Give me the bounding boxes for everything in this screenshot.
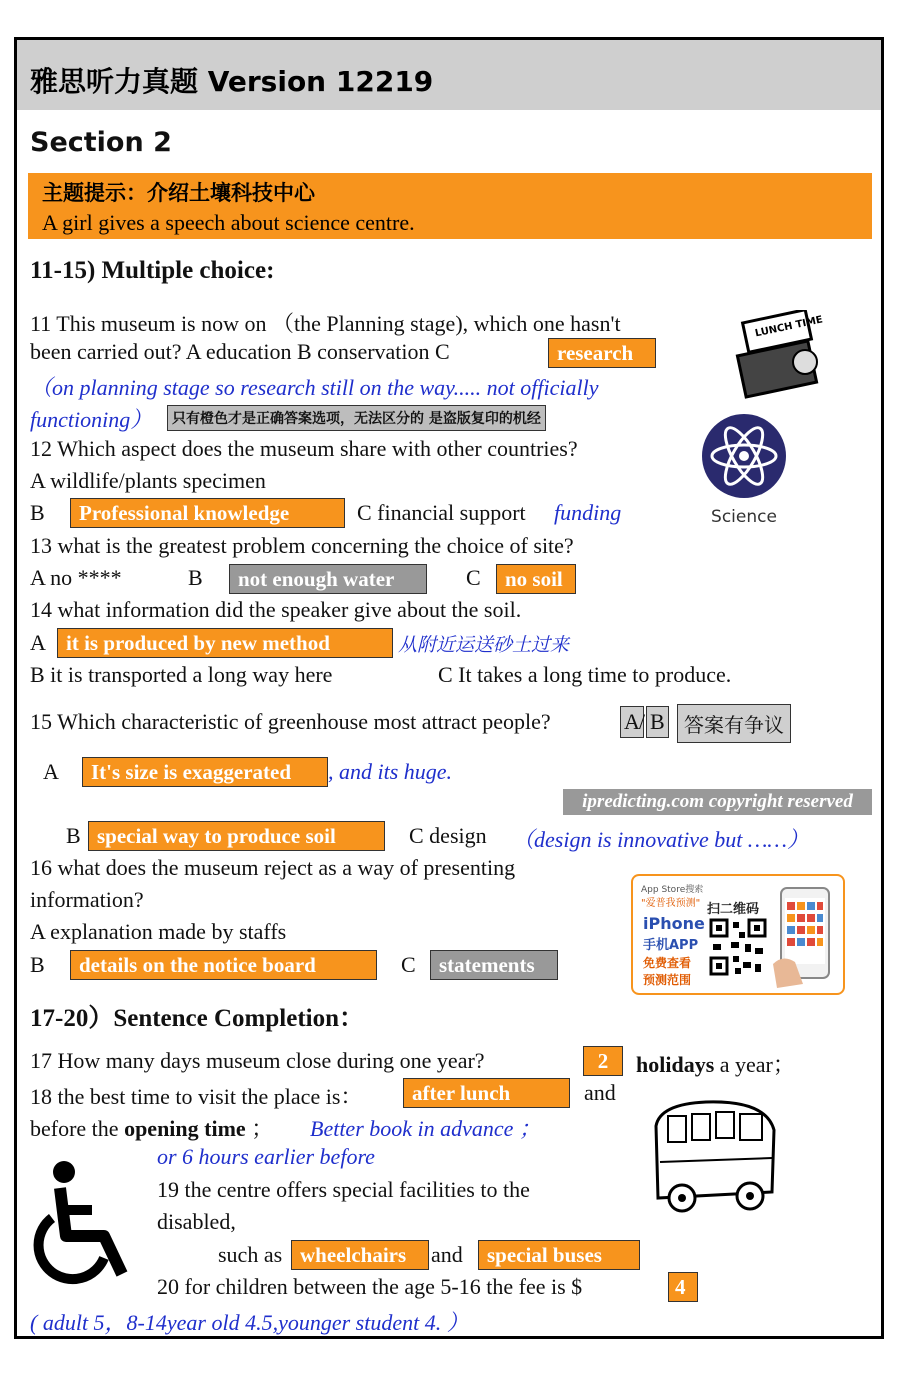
science-atom-icon [700, 412, 788, 530]
q15-option-b-label: B [66, 823, 81, 848]
q15-tag-separator: / [639, 709, 646, 734]
bus-icon [646, 1096, 782, 1218]
q18-line2-a: before the [30, 1116, 125, 1141]
q14-answer: it is produced by new method [57, 628, 393, 658]
topic-hint-chinese: 主题提示：介绍土壤科技中心 [42, 181, 315, 205]
q11-answer: research [548, 338, 656, 368]
q19-line3: such as [218, 1242, 283, 1267]
q13-option-b-label: B [188, 565, 203, 590]
q18-opening-time: opening time [124, 1116, 246, 1141]
q12-option-c-note: funding [554, 500, 622, 525]
q13-option-c-label: C [466, 565, 481, 590]
q15-tag-a: A [620, 706, 644, 738]
ad-free-text: 免费查看 [643, 956, 692, 970]
q19-and: and [431, 1242, 463, 1267]
q11-note-line1: （on planning stage so research still on the way..... not officially [30, 375, 599, 400]
q14-option-a-label: A [30, 630, 46, 655]
ad-iphone: iPhone [643, 914, 705, 933]
q12-option-a: A wildlife/plants specimen [30, 468, 266, 493]
ad-app-name: "爱普我预测" [641, 898, 701, 909]
ad-range-text: 预测范围 [643, 973, 692, 987]
q13-option-a: A no **** [30, 565, 122, 590]
multiple-choice-heading: 11-15) Multiple choice: [30, 257, 275, 284]
topic-hint-english: A girl gives a speech about science centre. [42, 210, 415, 235]
q19-line1: 19 the centre offers special facilities to the [157, 1177, 530, 1202]
q15-option-a-note: , and its huge. [328, 759, 453, 784]
q16-option-b-label: B [30, 952, 45, 977]
page-title: 雅思听力真题 Version 12219 [30, 65, 434, 98]
q19-answer-wheelchairs: wheelchairs [291, 1240, 429, 1270]
q14-option-c: C It takes a long time to produce. [438, 662, 732, 687]
q17-answer: 2 [583, 1046, 623, 1076]
q16-option-c-label: C [401, 952, 416, 977]
copyright-watermark: ipredicting.com copyright reserved [563, 789, 872, 815]
q20-answer: 4 [668, 1272, 698, 1302]
q16-option-c: statements [430, 950, 558, 980]
q16-answer: details on the notice board [70, 950, 377, 980]
phone-app-icon [773, 884, 839, 990]
science-label: Science [711, 507, 777, 527]
q17-after-text: a year； [714, 1052, 795, 1077]
section-heading: Section 2 [30, 127, 172, 158]
q12-answer: Professional knowledge [70, 498, 345, 528]
ad-scan-text: 扫二维码 [707, 902, 760, 917]
q18-line2-b: ； [245, 1116, 274, 1141]
q17-after [636, 1048, 795, 1079]
q16-line2: information? [30, 887, 144, 912]
q19-answer-buses: special buses [478, 1240, 640, 1270]
qr-code-icon [709, 918, 767, 976]
q15-line1: 15 Which characteristic of greenhouse most attract people? [30, 709, 551, 734]
q18-after: and [584, 1080, 616, 1105]
q14-note: 从附近运送砂土过来 [398, 634, 570, 656]
q18-answer: after lunch [403, 1078, 570, 1108]
q15-answer-a: It's size is exaggerated [82, 757, 328, 787]
q14-line1: 14 what information did the speaker give about the soil. [30, 597, 522, 622]
ad-app-line: 手机APP [643, 938, 699, 953]
q11-line1: 11 This museum is now on （the Planning stage), which one hasn't [30, 311, 621, 336]
q17-text: 17 How many days museum close during one year? [30, 1048, 485, 1073]
orange-answer-warning: 只有橙色才是正确答案选项，无法区分的 是盗版复印的机经 [167, 405, 546, 431]
q17-holidays: holidays [636, 1052, 715, 1077]
ad-store-text: App Store搜索 [641, 885, 704, 895]
app-download-ad[interactable] [631, 874, 845, 995]
q18-note1: Better book in advance ； [310, 1116, 541, 1141]
q15-tag-b: B [646, 706, 669, 738]
q13-line1: 13 what is the greatest problem concerning the choice of site? [30, 533, 574, 558]
q16-line1: 16 what does the museum reject as a way of presenting [30, 855, 516, 880]
q11-line2: been carried out? A education B conservation C [30, 339, 450, 364]
q13-option-b: not enough water [229, 564, 427, 594]
q18-text: 18 the best time to visit the place is： [30, 1084, 363, 1109]
q12-line1: 12 Which aspect does the museum share with other countries? [30, 436, 578, 461]
q18-line2 [30, 1112, 273, 1143]
q11-note-line2: functioning） [30, 407, 153, 432]
q20-text: 20 for children between the age 5-16 the fee is $ [157, 1274, 583, 1299]
q20-note: ( adult 5，8-14year old 4.5,younger student 4. ） [30, 1310, 469, 1335]
lunch-time-label: LUNCH TIME [754, 314, 824, 340]
q12-option-c: C financial support [357, 500, 526, 525]
q14-option-b: B it is transported a long way here [30, 662, 333, 687]
q16-option-a: A explanation made by staffs [30, 919, 287, 944]
q15-option-c: C design [409, 823, 487, 848]
lunch-box-icon [733, 310, 831, 400]
q15-option-a-label: A [43, 759, 59, 784]
wheelchair-icon [26, 1158, 134, 1288]
q13-answer: no soil [496, 564, 576, 594]
q19-line2: disabled, [157, 1209, 236, 1234]
disputed-answer-badge: 答案有争议 [677, 704, 791, 743]
q12-option-b-label: B [30, 500, 45, 525]
q18-note2: or 6 hours earlier before [157, 1144, 375, 1169]
sentence-completion-heading: 17-20）Sentence Completion： [30, 1005, 364, 1032]
q15-option-c-note: （design is innovative but ……） [512, 827, 809, 852]
q15-answer-b: special way to produce soil [88, 821, 385, 851]
